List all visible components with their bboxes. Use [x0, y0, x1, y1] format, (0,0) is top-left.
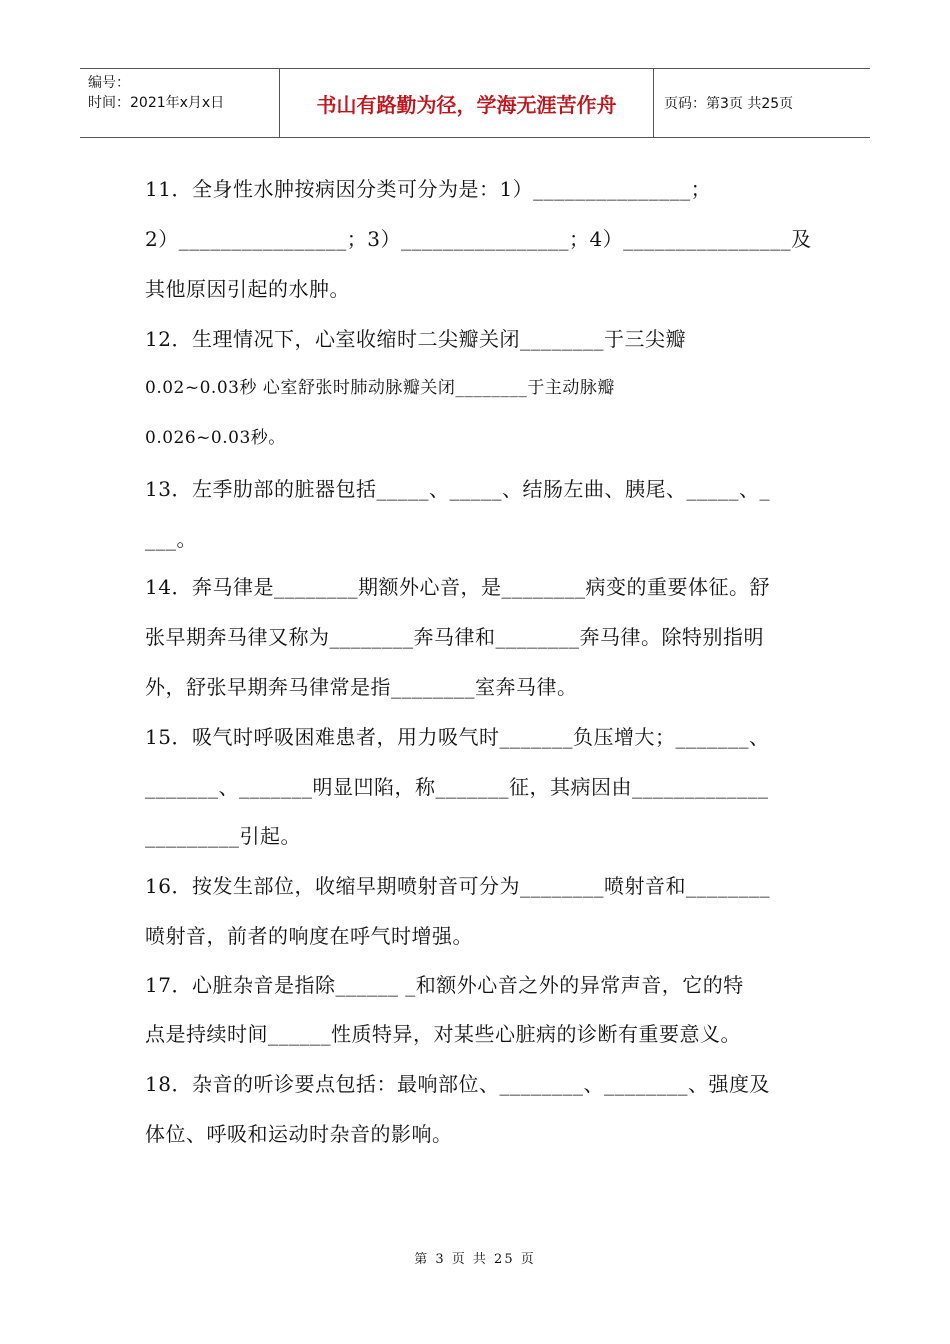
page-header — [80, 68, 870, 138]
header-page-info: 页码：第3页 共25页 — [664, 96, 794, 112]
text-line: 0.026~0.03秒。 — [145, 428, 286, 448]
text-line: 12．生理情况下，心室收缩时二尖瓣关闭________于三尖瓣 — [145, 327, 686, 351]
text-line: 11．全身性水肿按病因分类可分为是：1）_______________； — [145, 177, 712, 201]
text-line: 14．奔马律是________期额外心音，是________病变的重要体征。舒 — [145, 575, 770, 599]
text-line: 17．心脏杂音是指除______ _和额外心音之外的异常声音，它的特 — [145, 973, 744, 997]
header-motto: 书山有路勤为径，学海无涯苦作舟 — [280, 69, 654, 137]
text-line: 0.02~0.03秒 心室舒张时肺动脉瓣关闭________于主动脉瓣 — [145, 378, 615, 398]
document-date: 时间：2021年x月x日 — [88, 95, 225, 111]
text-line: 点是持续时间______性质特异，对某些心脏病的诊断有重要意义。 — [145, 1022, 741, 1046]
text-line: 13．左季肋部的脏器包括_____、_____、结肠左曲、胰尾、_____、_ — [145, 477, 770, 501]
text-line: ___。 — [145, 527, 197, 551]
text-line: _________引起。 — [145, 824, 301, 848]
text-line: 体位、呼吸和运动时杂音的影响。 — [145, 1122, 453, 1146]
text-line: 张早期奔马律又称为________奔马律和________奔马律。除特别指明 — [145, 625, 764, 649]
text-line: 16．按发生部位，收缩早期喷射音可分为________喷射音和________ — [145, 874, 770, 898]
text-line: 15．吸气时呼吸困难患者，用力吸气时_______负压增大；_______、 — [145, 725, 770, 749]
text-line: 2）________________；3）________________；4）________________及 — [145, 227, 812, 251]
header-meta — [80, 69, 280, 137]
text-line: 喷射音，前者的响度在呼气时增强。 — [145, 924, 473, 948]
document-number: 编号： — [88, 75, 130, 91]
text-line: 18．杂音的听诊要点包括：最响部位、________、________、强度及 — [145, 1072, 770, 1096]
text-line: 其他原因引起的水肿。 — [145, 277, 350, 301]
text-line: 外，舒张早期奔马律常是指________室奔马律。 — [145, 675, 578, 699]
page-footer: 第 3 页 共 25 页 — [414, 1252, 536, 1267]
text-line: _______、_______明显凹陷，称_______征，其病因由_____________ — [145, 775, 769, 799]
